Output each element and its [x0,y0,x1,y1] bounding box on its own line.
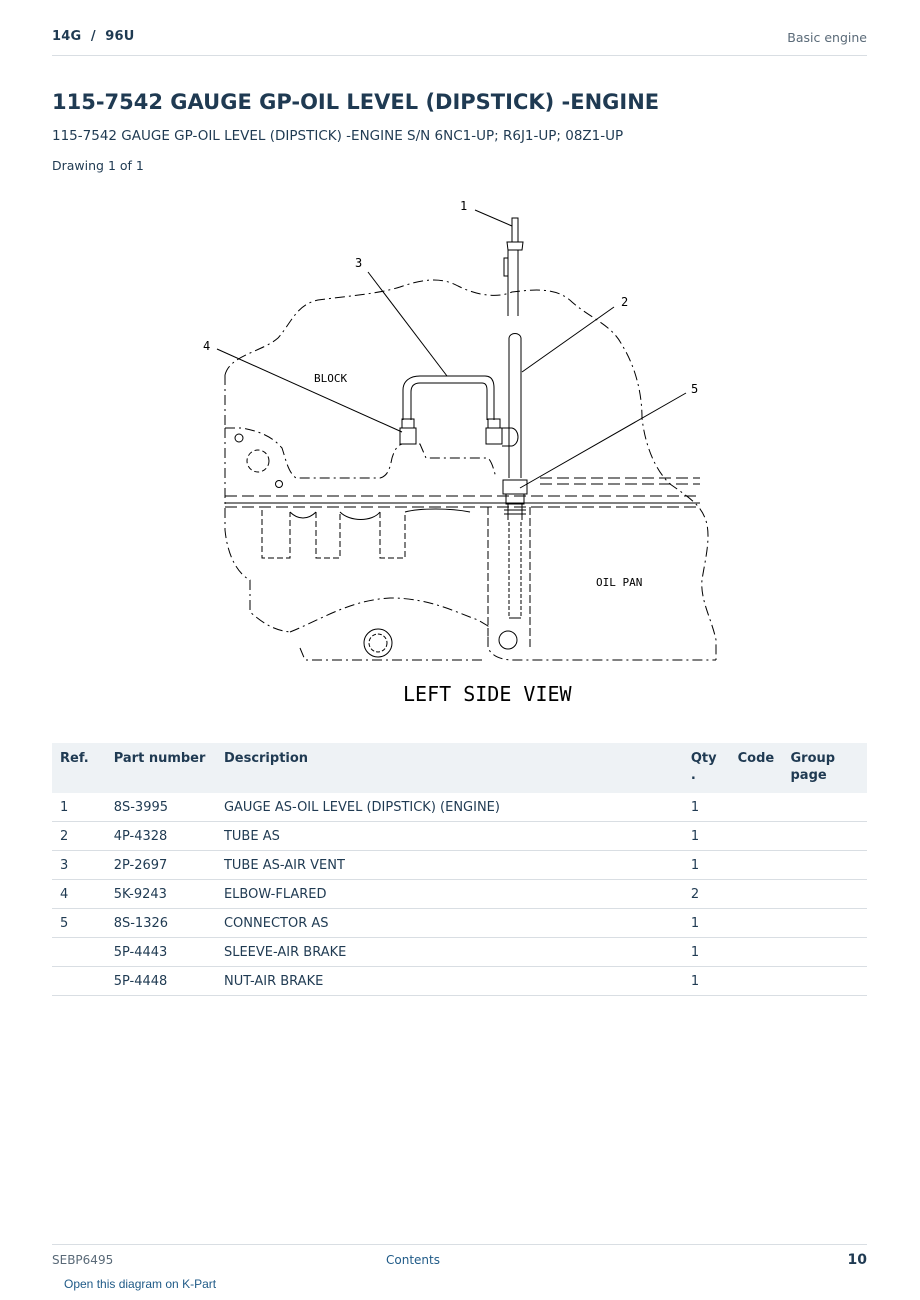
cell-code [730,909,783,938]
section-label: Basic engine [787,30,867,45]
cell-qty: 1 [683,793,730,822]
cell-qty: 1 [683,851,730,880]
table-row [52,909,867,938]
header-divider [52,55,867,56]
callout-1: 1 [460,199,468,213]
dipstick-tube [509,338,521,478]
breadcrumb: 14G / 96U [52,29,135,44]
cell-ref: 3 [52,851,106,880]
callout-5: 5 [691,382,699,396]
cell-ref [52,938,106,967]
block-outline [225,280,716,660]
cell-code [730,822,783,851]
page-title: 115-7542 GAUGE GP-OIL LEVEL (DIPSTICK) -ENGINE [52,90,660,114]
header-code: Code [737,751,775,766]
cell-description: TUBE AS-AIR VENT [216,851,683,880]
cell-code [730,880,783,909]
callout-3: 3 [355,256,363,270]
cell-part-number: 4P-4328 [106,822,216,851]
header-group-line1: Group [790,751,836,766]
cell-description: NUT-AIR BRAKE [216,967,683,996]
table-row [52,938,867,967]
cell-code [730,851,783,880]
cell-qty: 2 [683,880,730,909]
cell-description: ELBOW-FLARED [216,880,683,909]
cell-group-page [782,793,867,822]
cell-qty: 1 [683,967,730,996]
page-subtitle: 115-7542 GAUGE GP-OIL LEVEL (DIPSTICK) -ENGINE S/N 6NC1-UP; R6J1-UP; 08Z1-UP [52,128,624,144]
cell-group-page [782,938,867,967]
header-ref: Ref. [60,751,89,766]
cell-code [730,793,783,822]
cell-description: SLEEVE-AIR BRAKE [216,938,683,967]
view-label: LEFT SIDE VIEW [403,682,572,706]
cell-ref: 2 [52,822,106,851]
oil-pan-label: OIL PAN [596,576,643,589]
table-row [52,822,867,851]
parts-table [52,743,867,996]
cell-group-page [782,822,867,851]
table-row [52,851,867,880]
block-label: BLOCK [314,372,348,385]
cell-ref: 1 [52,793,106,822]
header-description: Description [223,751,309,766]
document-number: SEBP6495 [52,1253,114,1267]
open-kpart-link[interactable]: Open this diagram on K-Part [64,1277,217,1291]
cell-ref: 4 [52,880,106,909]
cell-ref: 5 [52,909,106,938]
header-qty [683,743,730,793]
cell-group-page [782,851,867,880]
oil-pan-outline [290,598,716,660]
cell-description: CONNECTOR AS [216,909,683,938]
cell-description: TUBE AS [216,822,683,851]
cell-part-number: 5P-4448 [106,967,216,996]
header-group-page [782,743,867,793]
table-row [52,880,867,909]
elbow-left [400,428,416,444]
cell-code [730,967,783,996]
footer-divider [52,1244,867,1245]
cell-qty: 1 [683,822,730,851]
block-left-wall [225,428,290,632]
cell-part-number: 8S-3995 [106,793,216,822]
cell-ref [52,967,106,996]
cell-description: GAUGE AS-OIL LEVEL (DIPSTICK) (ENGINE) [216,793,683,822]
table-header-row [52,743,867,793]
contents-link[interactable]: Contents [386,1253,440,1267]
cell-group-page [782,880,867,909]
cell-code [730,938,783,967]
drawing-count: Drawing 1 of 1 [52,158,144,173]
page-number: 10 [847,1252,867,1268]
cell-qty: 1 [683,909,730,938]
cell-part-number: 5K-9243 [106,880,216,909]
table-row [52,967,867,996]
cell-group-page [782,909,867,938]
cell-part-number: 2P-2697 [106,851,216,880]
cell-part-number: 5P-4443 [106,938,216,967]
header-qty-line1: Qty [690,751,717,766]
header-part-number: Part number [113,751,206,766]
parts-diagram [0,190,920,720]
header-qty-line2: . [690,768,696,783]
cell-qty: 1 [683,938,730,967]
cell-group-page [782,967,867,996]
callout-2: 2 [621,295,629,309]
header-group-line2: page [790,768,827,783]
cell-part-number: 8S-1326 [106,909,216,938]
callout-4: 4 [203,339,211,353]
table-row [52,793,867,822]
elbow-right [486,428,502,444]
